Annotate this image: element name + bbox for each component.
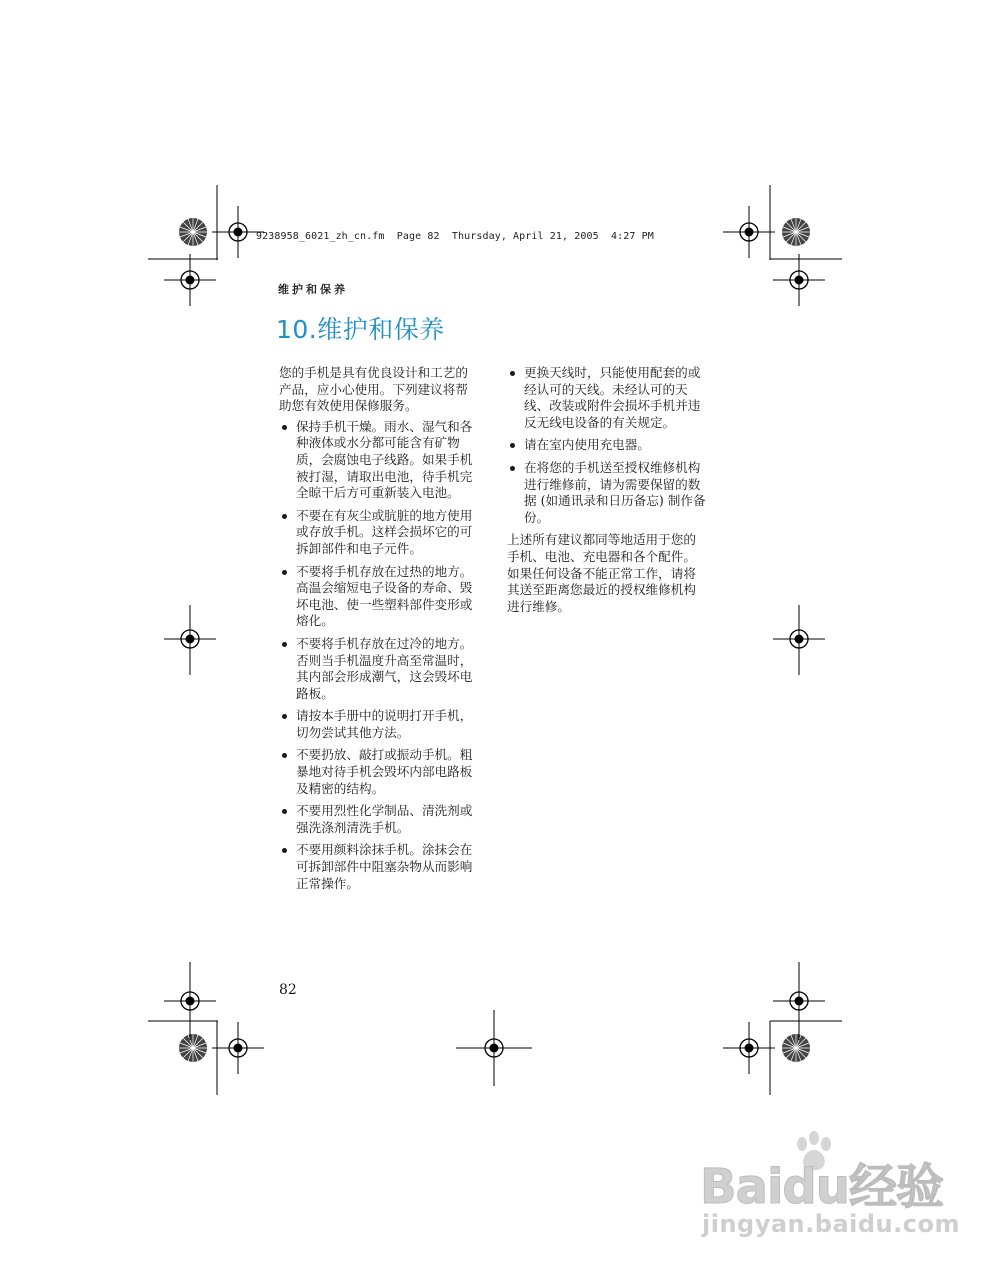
running-head: 维护和保养 xyxy=(278,283,348,296)
closing-paragraph: 上述所有建议都同等地适用于您的手机、电池、充电器和各个配件。如果任何设备不能正常工作，请将其送至距离您最近的授权维修机构进行维修。 xyxy=(507,532,696,614)
list-item-text: 请在室内使用充电器。 xyxy=(524,437,650,453)
watermark-logo: Baidu经验 xyxy=(700,1159,943,1215)
chapter-title: 10.维护和保养 xyxy=(276,315,445,344)
list-item-text: 在将您的手机送至授权维修机构进行维修前，请为需要保留的数据 (如通讯录和日历备忘) 制作备份。 xyxy=(524,459,706,525)
list-item xyxy=(279,708,479,741)
bullet-icon xyxy=(282,714,287,719)
bullet-icon xyxy=(510,466,515,471)
file-header: 9238958_6021_zh_cn.fm Page 82 Thursday, April 21, 2005 4:27 PM xyxy=(256,231,654,242)
intro-paragraph: 您的手机是具有优良设计和工艺的产品，应小心使用。下列建议将帮助您有效使用保修服务。 xyxy=(279,365,468,414)
bullet-icon xyxy=(282,514,287,519)
registration-mark xyxy=(164,254,216,306)
list-item xyxy=(279,803,479,836)
watermark xyxy=(700,1130,960,1245)
list-item xyxy=(279,747,479,797)
care-tips-list-continued xyxy=(507,365,707,526)
list-item-text: 不要用烈性化学制品、清洗剂或强洗涤剂清洗手机。 xyxy=(296,803,473,835)
starburst-mark xyxy=(782,218,810,246)
left-column xyxy=(279,365,479,898)
bullet-icon xyxy=(510,443,515,448)
list-item xyxy=(507,437,707,454)
list-item xyxy=(507,460,707,526)
list-item-text: 不要将手机存放在过冷的地方。否则当手机温度升高至常温时，其内部会形成潮气，这会毁坏电路板。 xyxy=(296,635,473,701)
list-item xyxy=(279,636,479,702)
starburst-mark xyxy=(179,1034,207,1062)
right-column xyxy=(507,365,707,619)
list-item-text: 更换天线时，只能使用配套的或经认可的天线。未经认可的天线、改装或附件会损坏手机并违反无线电设备的有关规定。 xyxy=(524,365,701,430)
starburst-mark xyxy=(782,1034,810,1062)
list-item xyxy=(279,842,479,892)
list-item xyxy=(279,419,479,502)
list-item-text: 不要用颜料涂抹手机。涂抹会在可拆卸部件中阻塞杂物从而影响正常操作。 xyxy=(296,842,473,891)
list-item xyxy=(279,508,479,558)
list-item xyxy=(507,365,707,431)
list-item xyxy=(279,564,479,630)
bullet-icon xyxy=(282,753,287,758)
registration-mark xyxy=(723,206,775,258)
bullet-icon xyxy=(282,570,287,575)
list-item-text: 请按本手册中的说明打开手机，切勿尝试其他方法。 xyxy=(296,708,473,740)
registration-mark xyxy=(773,254,825,306)
watermark-url: jingyan.baidu.com xyxy=(702,1210,960,1238)
bullet-icon xyxy=(282,642,287,647)
care-tips-list xyxy=(279,419,479,892)
page-number: 82 xyxy=(279,982,297,998)
bullet-icon xyxy=(282,425,287,430)
bullet-icon xyxy=(510,371,515,376)
starburst-mark xyxy=(179,218,207,246)
registration-mark xyxy=(212,1022,264,1074)
list-item-text: 保持手机干燥。雨水、湿气和各种液体或水分都可能含有矿物质，会腐蚀电子线路。如果手机被打湿，请取出电池，待手机完全晾干后方可重新装入电池。 xyxy=(296,418,473,501)
bullet-icon xyxy=(282,809,287,814)
list-item-text: 不要扔放、敲打或振动手机。粗暴地对待手机会毁坏内部电路板及精密的结构。 xyxy=(296,747,473,796)
registration-mark xyxy=(723,1022,775,1074)
list-item-text: 不要将手机存放在过热的地方。高温会缩短电子设备的寿命、毁坏电池、使一些塑料部件变形或熔化。 xyxy=(296,563,473,629)
bullet-icon xyxy=(282,848,287,853)
list-item-text: 不要在有灰尘或肮脏的地方使用或存放手机。这样会损坏它的可拆卸部件和电子元件。 xyxy=(296,507,473,556)
